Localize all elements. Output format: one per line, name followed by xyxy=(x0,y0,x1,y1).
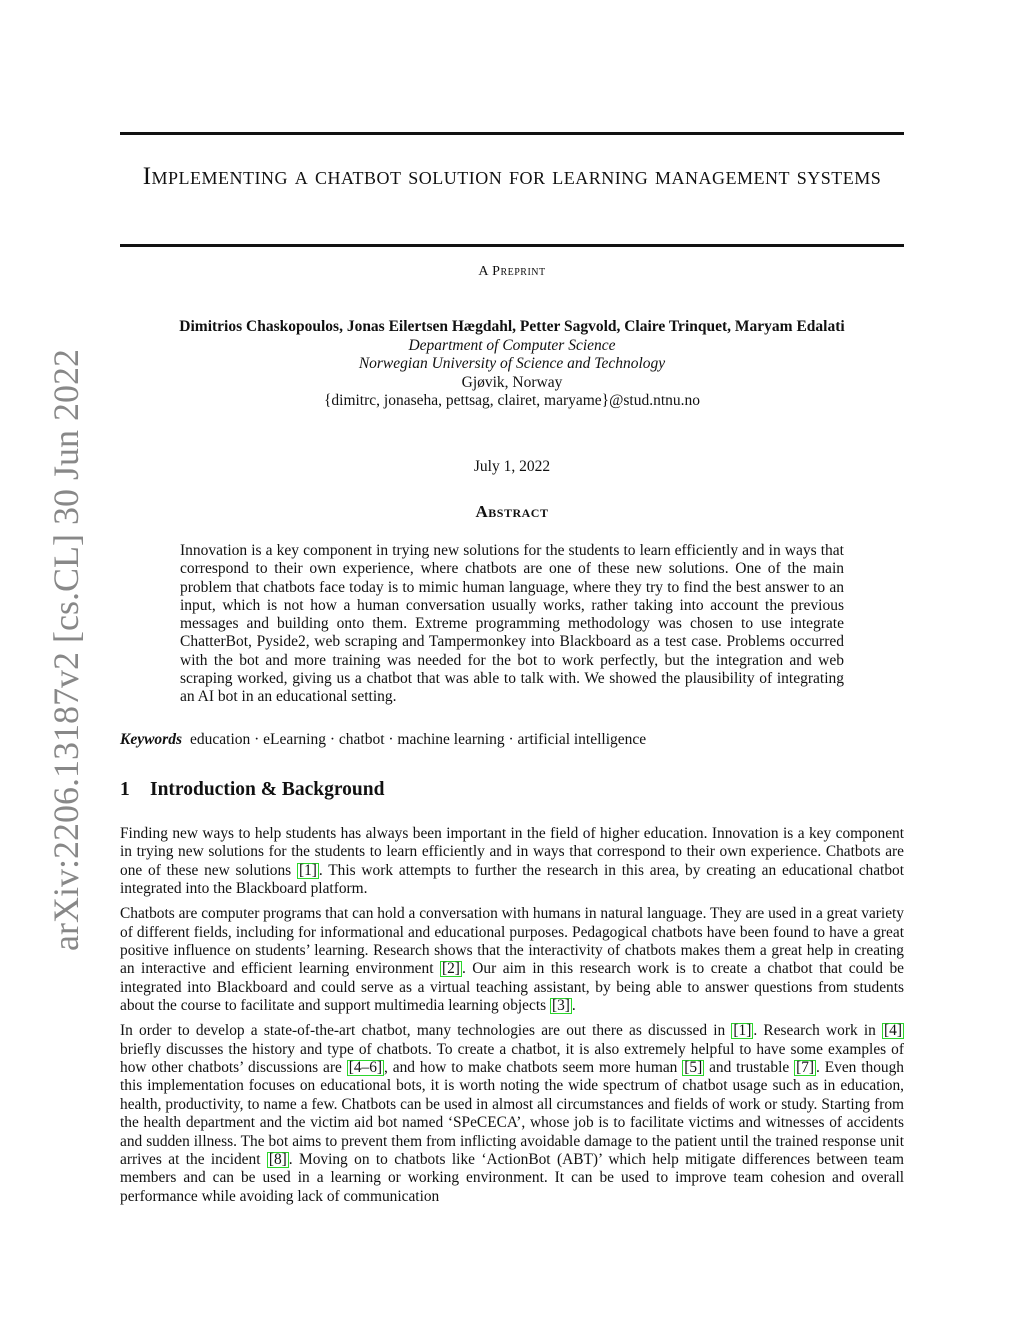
citation-link[interactable]: [8] xyxy=(268,1150,287,1168)
citation-link[interactable]: [1] xyxy=(298,861,317,879)
text: . Even though this implementation focuses on educational bots, it is worth noting the wide spectrum of chatbot usage such as in education, health, productivity, to name a few. Chatbots can be used in almost all circumstances and fields of work or study. Starting from the health department and the victim aid bot named ‘SPeCECA’, whose job is to facilitate victims and witnesses of accidents and sudden illness. The bot aims to prevent them from inflicting avoidable damage to the patient until the trained response unit arrives at the incident xyxy=(120,1059,904,1168)
citation-link[interactable]: [2] xyxy=(441,960,460,978)
department: Department of Computer Science xyxy=(408,336,616,354)
citation-link[interactable]: [4] xyxy=(884,1022,902,1040)
emails: {dimitrc, jonaseha, pettsag, clairet, maryame}@stud.ntnu.no xyxy=(323,392,701,409)
text: , and how to make chatbots seem more human xyxy=(384,1059,683,1077)
text: In order to develop a state-of-the-art chatbot, many technologies are out there as discussed in xyxy=(120,1022,732,1040)
abstract-text: Innovation is a key component in trying new solutions for the students to learn efficiently and in ways that correspond to their own experience, where chatbots are one of these new solutions. One of the main problem that chatbots face today is to mimic human language, where they try to find the best answer to an input, which is not how a human conversation usually works, rather taking into account the previous messages and building onto them. Extreme programming methodology was chosen to use integrate ChatterBot, Pyside2, web scraping and Tampermonkey into Blackboard as a test case. Problems occurred with the bot and more training was needed for the bot to work perfectly, but the integration and web scraping worked, giving us a chatbot that was able to talk with. We showed the plausibility of integrating an AI bot in an educational setting. xyxy=(180,542,844,706)
citation-link[interactable]: [5] xyxy=(684,1059,703,1077)
section-heading xyxy=(120,779,904,801)
text: . Research work in xyxy=(753,1022,883,1040)
author-names: Dimitrios Chaskopoulos, Jonas Eilertsen Hægdahl, Petter Sagvold, Claire Trinquet, Maryam Edalati xyxy=(179,318,845,335)
author-block xyxy=(100,318,924,411)
paragraph xyxy=(120,825,904,898)
keywords-label: Keywords xyxy=(120,731,182,748)
abstract-heading: Abstract xyxy=(475,502,549,521)
text: briefly discusses the history and type of chatbots. To create a chatbot, it is also extremely helpful to have some examples of how other chatbots’ discussions are xyxy=(120,1040,904,1077)
citation-link[interactable]: [3] xyxy=(551,997,570,1015)
university: Norwegian University of Science and Technology xyxy=(358,355,666,372)
text: . Moving on to chatbots like ‘ActionBot (ABT)’ which help mitigate differences between team members and can be used in a learning or working environment. It can be used to improve team cohesion and overall performance while avoiding lack of communication xyxy=(120,1150,904,1205)
text: . xyxy=(571,997,576,1015)
citation-link[interactable]: [1] xyxy=(733,1022,752,1040)
text: . This work attempts to further the research in this area, by creating an educational chatbot integrated into the Blackboard platform. xyxy=(120,861,904,898)
text: Finding new ways to help students has always been important in the field of higher education. Innovation is a key component in trying new solutions for the students to learn efficiently and in ways that correspond to their own experience. Chatbots are one of these new solutions xyxy=(120,825,904,879)
keywords-list: education · eLearning · chatbot · machine learning · artificial intelligence xyxy=(190,731,647,748)
citation-link[interactable]: [4–6] xyxy=(348,1059,383,1077)
date: July 1, 2022 xyxy=(473,458,551,475)
section-number: 1 xyxy=(120,779,130,800)
paragraph xyxy=(120,905,904,1015)
section-title: Introduction & Background xyxy=(150,779,385,800)
location: Gjøvik, Norway xyxy=(461,373,563,391)
paper-title: Implementing a chatbot solution for learning management systems xyxy=(142,163,882,190)
paragraph xyxy=(120,1022,904,1205)
title-rule-top xyxy=(120,132,904,135)
title-rule-bottom xyxy=(120,244,904,247)
citation-link[interactable]: [7] xyxy=(796,1059,815,1077)
text: . Our aim in this research work is to create a chatbot that could be integrated into Blackboard and could serve as a virtual teaching assistant, by being able to answer questions from students about the course to facilitate and support multimedia learning objects xyxy=(120,960,904,1015)
keywords xyxy=(120,731,904,749)
text: Chatbots are computer programs that can hold a conversation with humans in natural language. They are used in a great variety of different fields, including for informational and educational purposes. Pedagogical chatbots have been found to have a great positive influence on students’ learning. Research shows that the interactivity of chatbots makes them a great help in creating an interactive and efficient learning environment xyxy=(120,905,904,978)
arxiv-identifier: arXiv:2206.13187v2 [cs.CL] 30 Jun 2022 xyxy=(46,349,86,951)
preprint-label: A Preprint xyxy=(478,264,546,279)
body-text xyxy=(120,825,904,1213)
text: and trustable xyxy=(704,1059,795,1077)
